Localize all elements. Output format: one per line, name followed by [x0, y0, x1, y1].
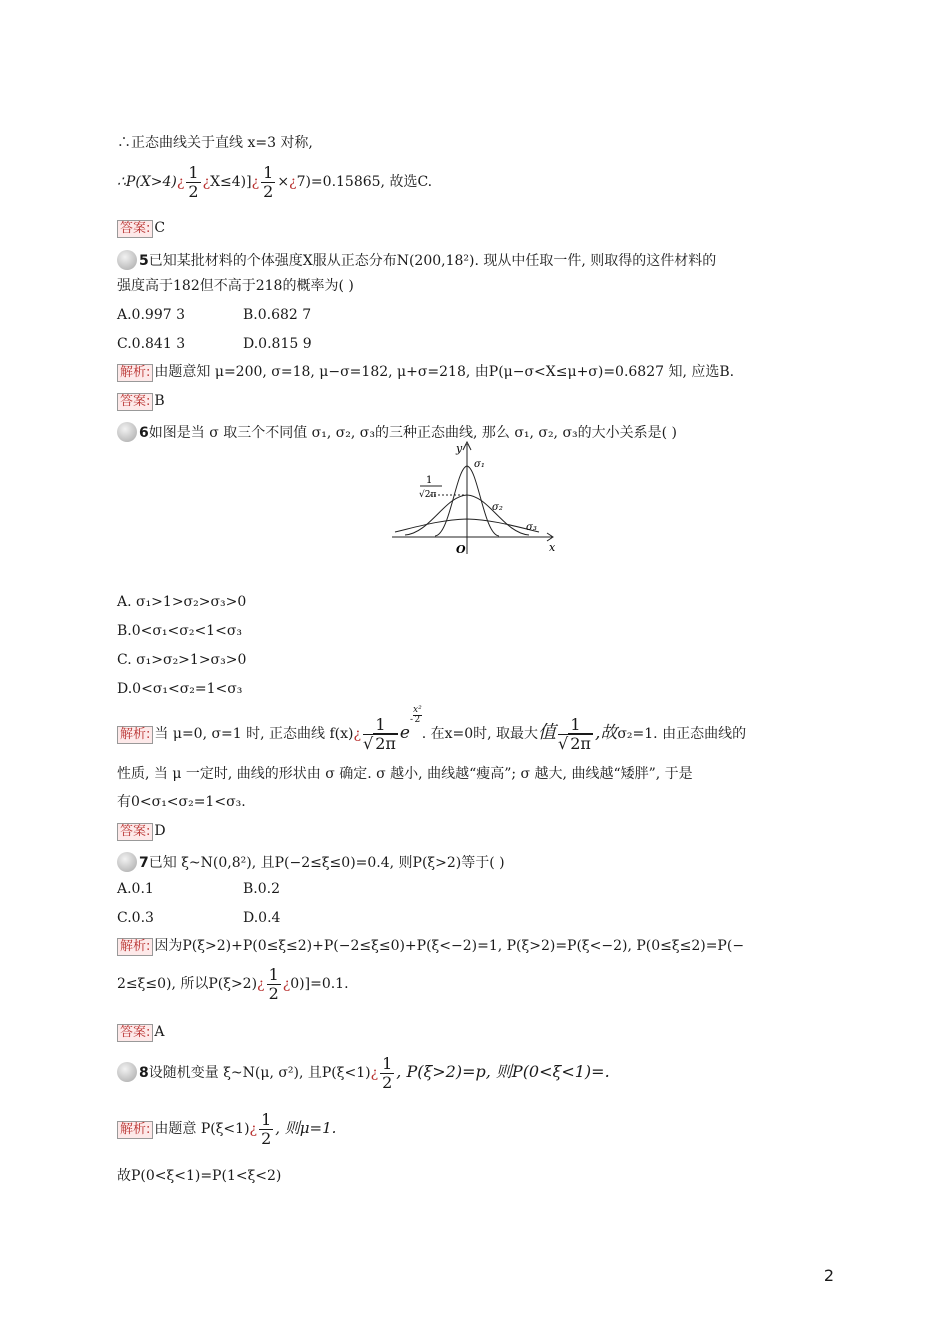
question-8: 8设随机变量 ξ~N(μ, σ²), 且P(ξ<1)¿ $\frac{1}{2}$ , P(ξ>2)=p, 则P(0<ξ<1)=.: [117, 1050, 610, 1095]
analysis-tag: 解析:: [117, 1121, 153, 1139]
y-axis-label: y: [456, 442, 463, 455]
fraction-density: $\frac{1}{√ 2\pi}$: [363, 714, 396, 753]
solution-line-probability: ∴P(X>4)¿ $\frac{1}{2}$ ¿X≤4)]¿ $\frac{1}{2}$ ×¿7)=0.15865, 故选C.: [117, 162, 433, 201]
x-axis-label: x: [549, 541, 556, 554]
origin-label: O: [456, 543, 466, 556]
analysis-row-q5: 解析: 由题意知 μ=200, σ=18, μ−σ=182, μ+σ=218, 由P(μ−σ<X≤μ+σ)=0.6827 知, 应选B.: [117, 362, 734, 382]
analysis-tag: 解析:: [117, 726, 153, 744]
option-b: B.0.2: [243, 881, 281, 897]
option-d: D.0.815 9: [243, 336, 312, 352]
question-7: 7已知 ξ~N(0,8²), 且P(−2≤ξ≤0)=0.4, 则P(ξ>2)等于( ): [117, 852, 505, 873]
answer-row-q5: 答案: B: [117, 391, 165, 411]
sigma2-label: σ₂: [492, 502, 503, 513]
question-bullet-icon: [117, 250, 137, 270]
question-6: 6如图是当 σ 取三个不同值 σ₁, σ₂, σ₃的三种正态曲线, 那么 σ₁, σ₂, σ₃的大小关系是( ): [117, 422, 677, 443]
fraction-half: $\frac{1}{2}$: [382, 1053, 393, 1092]
sigma1-label: σ₁: [474, 459, 485, 470]
solution-line-symmetry: ∴正态曲线关于直线 x=3 对称,: [117, 135, 313, 151]
question-bullet-icon: [117, 422, 137, 442]
option-a: A.0.997 3: [117, 307, 185, 323]
fraction-half: $\frac{1}{2}$: [188, 162, 199, 201]
answer-row-q6: 答案: D: [117, 821, 166, 841]
sqrt-icon: √: [363, 733, 374, 753]
option-c: C.0.841 3: [117, 336, 186, 352]
option-c: C.0.3: [117, 910, 154, 926]
question-bullet-icon: [117, 1062, 137, 1082]
answer-tag: 答案:: [117, 393, 153, 411]
fraction-half: $\frac{1}{2}$: [263, 162, 274, 201]
fraction-half: $\frac{1}{2}$: [261, 1109, 272, 1148]
peak-label-den: √2π: [419, 490, 437, 500]
analysis-row-q7-cont: 2≤ξ≤0), 所以P(ξ>2)¿ $\frac{1}{2}$ ¿0)]=0.1.: [117, 964, 349, 1003]
option-a: A.0.1: [117, 881, 154, 897]
peak-label-num: 1: [426, 475, 433, 486]
analysis-row-q8-cont: 故P(0<ξ<1)=P(1<ξ<2): [117, 1168, 282, 1184]
option-a: A. σ₁>1>σ₂>σ₃>0: [117, 594, 247, 610]
analysis-row-q7: 解析: 因为P(ξ>2)+P(0≤ξ≤2)+P(−2≤ξ≤0)+P(ξ<−2)=1, P(ξ>2)=P(ξ<−2), P(0≤ξ≤2)=P(−: [117, 936, 744, 956]
answer-tag: 答案:: [117, 823, 153, 841]
analysis-row-q8: 解析: 由题意 P(ξ<1)¿ $\frac{1}{2}$ , 则μ=1.: [117, 1106, 336, 1151]
analysis-row-q6-end: 有0<σ₁<σ₂=1<σ₃.: [117, 794, 246, 810]
fraction-half: $\frac{1}{2}$: [268, 964, 279, 1003]
option-d: D.0<σ₁<σ₂=1<σ₃: [117, 681, 243, 697]
analysis-tag: 解析:: [117, 938, 153, 956]
answer-tag: 答案:: [117, 1024, 153, 1042]
option-d: D.0.4: [243, 910, 281, 926]
question-5: 5已知某批材料的个体强度X服从正态分布N(200,18²). 现从中任取一件, 则取得的这件材料的: [117, 250, 716, 271]
exponent: - $\frac{\text{x²}}{2}$: [409, 705, 422, 725]
normal-curves-figure: [390, 438, 560, 560]
option-c: C. σ₁>σ₂>1>σ₃>0: [117, 652, 247, 668]
question-5-cont: 强度高于182但不高于218的概率为( ): [117, 278, 354, 294]
answer-value: C: [154, 220, 166, 236]
page-number: 2: [823, 1266, 834, 1285]
answer-row-q7: 答案: A: [117, 1022, 165, 1042]
option-b: B.0.682 7: [243, 307, 312, 323]
answer-tag: 答案:: [117, 220, 153, 238]
analysis-row-q6-cont: 性质, 当 μ 一定时, 曲线的形状由 σ 确定. σ 越小, 曲线越“瘦高”; σ 越大, 曲线越“矮胖”, 于是: [117, 766, 693, 782]
analysis-tag: 解析:: [117, 364, 153, 382]
answer-row-q4: [117, 218, 165, 238]
question-bullet-icon: [117, 852, 137, 872]
sqrt-icon: √: [558, 733, 569, 753]
option-b: B.0<σ₁<σ₂<1<σ₃: [117, 623, 242, 639]
analysis-row-q6: 解析: 当 μ=0, σ=1 时, 正态曲线 f(x)¿ $\frac{1}{√ 2\pi}$ e- $\frac{\text{x²}}{2}$ . 在x=0时, 取最大值 $\frac{1}{√ 2\pi}$ ,故σ₂=1. 由正态曲线的: [117, 706, 746, 756]
fraction-max: $\frac{1}{√ 2\pi}$: [558, 714, 591, 753]
sigma3-label: σ₃: [526, 522, 537, 533]
